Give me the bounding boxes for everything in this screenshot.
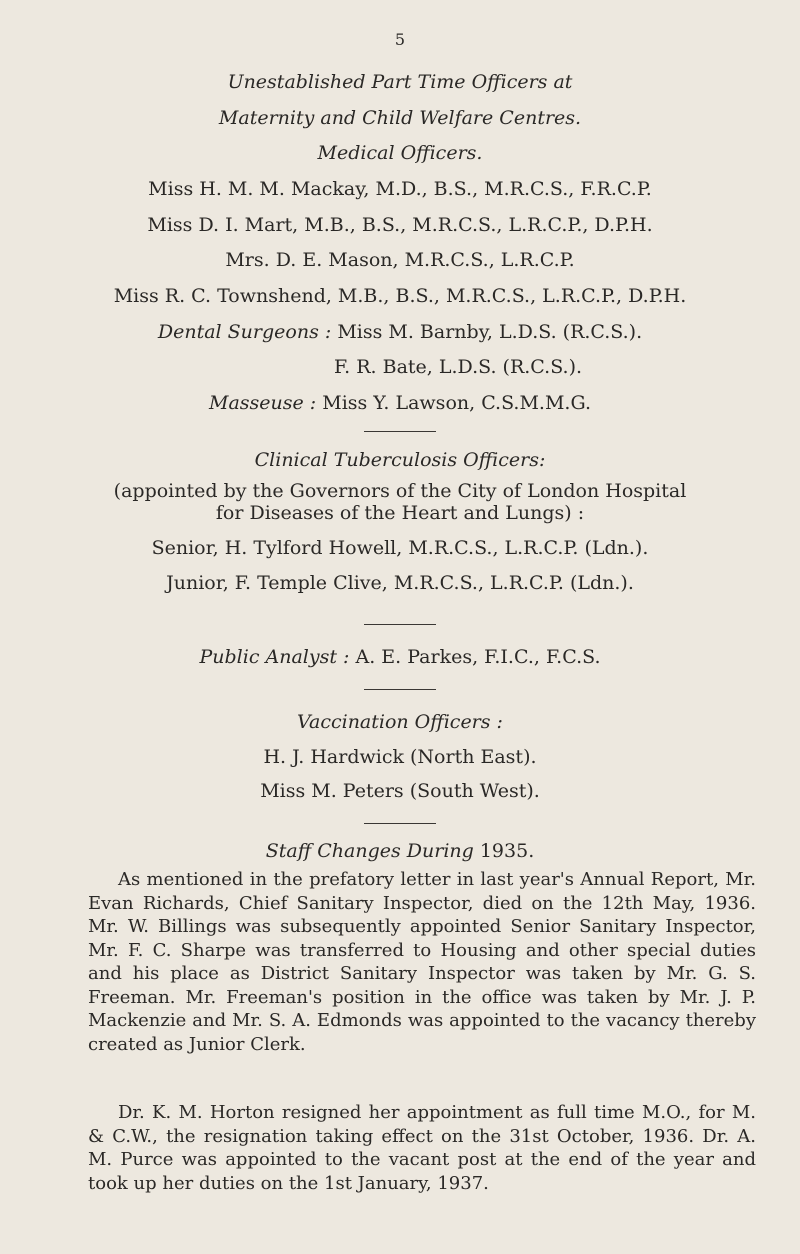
medical-officer-3: Mrs. D. E. Mason, M.R.C.S., L.R.C.P. bbox=[225, 249, 575, 271]
dental-surgeon-1: Miss M. Barnby, L.D.S. (R.C.S.). bbox=[337, 321, 643, 343]
public-analyst-line bbox=[0, 645, 800, 669]
analyst-label: Public Analyst : bbox=[199, 646, 350, 668]
clinical-senior: Senior, H. Tylford Howell, M.R.C.S., L.R.C.P. (Ldn.). bbox=[151, 537, 649, 559]
divider bbox=[364, 431, 436, 432]
medical-officer-1: Miss H. M. M. Mackay, M.D., B.S., M.R.C.S., F.R.C.P. bbox=[148, 178, 652, 200]
dental-surgeon-2: F. R. Bate, L.D.S. (R.C.S.). bbox=[333, 356, 583, 378]
masseuse-name: Miss Y. Lawson, C.S.M.M.G. bbox=[322, 392, 591, 414]
medical-officer-2: Miss D. I. Mart, M.B., B.S., M.R.C.S., L.R.C.P., D.P.H. bbox=[147, 214, 653, 236]
heading-line-1: Unestablished Part Time Officers at bbox=[227, 71, 573, 93]
staff-title-text: Staff Changes During bbox=[265, 840, 474, 862]
masseuse-line bbox=[0, 391, 800, 415]
divider bbox=[364, 624, 436, 625]
masseuse-label: Masseuse : bbox=[208, 392, 317, 414]
analyst-name: A. E. Parkes, F.I.C., F.C.S. bbox=[355, 646, 601, 668]
divider bbox=[364, 689, 436, 690]
medical-officers-title: Medical Officers. bbox=[317, 142, 483, 164]
vaccination-officer-2: Miss M. Peters (South West). bbox=[260, 780, 540, 802]
dental-label: Dental Surgeons : bbox=[157, 321, 332, 343]
page-number: 5 bbox=[394, 30, 406, 49]
clinical-title: Clinical Tuberculosis Officers: bbox=[254, 449, 546, 471]
staff-paragraph-2: Dr. K. M. Horton resigned her appointment as full time M.O., for M. & C.W., the resignation taking effect on the 31st October, 1936. Dr. A. M. Purce was appointed to the vacant post at the end of the year and took up her duties on the 1st January, 1937. bbox=[88, 1102, 756, 1194]
medical-officer-4: Miss R. C. Townshend, M.B., B.S., M.R.C.S., L.R.C.P., D.P.H. bbox=[113, 285, 687, 307]
clinical-note-1: (appointed by the Governors of the City of London Hospital bbox=[113, 480, 687, 502]
clinical-junior: Junior, F. Temple Clive, M.R.C.S., L.R.C.P. (Ldn.). bbox=[166, 572, 634, 594]
vaccination-officer-1: H. J. Hardwick (North East). bbox=[263, 746, 537, 768]
staff-changes-title bbox=[0, 839, 800, 863]
clinical-note-2: for Diseases of the Heart and Lungs) : bbox=[215, 502, 585, 524]
staff-paragraph-1: As mentioned in the prefatory letter in last year's Annual Report, Mr. Evan Richards, Chief Sanitary Inspector, died on the 12th May, 1936. Mr. W. Billings was subsequently appointed Senior Sanitary Inspector, Mr. F. C. Sharpe was transferred to Housing and other special duties and his place as District Sanitary Inspector was taken by Mr. G. S. Freeman. Mr. Freeman's position in the office was taken by Mr. J. P. Mackenzie and Mr. S. A. Edmonds was appointed to the vacancy thereby created as Junior Clerk. bbox=[88, 869, 756, 1055]
dental-surgeons-line bbox=[0, 320, 800, 344]
staff-title-year: 1935. bbox=[479, 840, 535, 862]
divider bbox=[364, 823, 436, 824]
vaccination-title: Vaccination Officers : bbox=[297, 711, 503, 733]
heading-line-2: Maternity and Child Welfare Centres. bbox=[218, 107, 582, 129]
